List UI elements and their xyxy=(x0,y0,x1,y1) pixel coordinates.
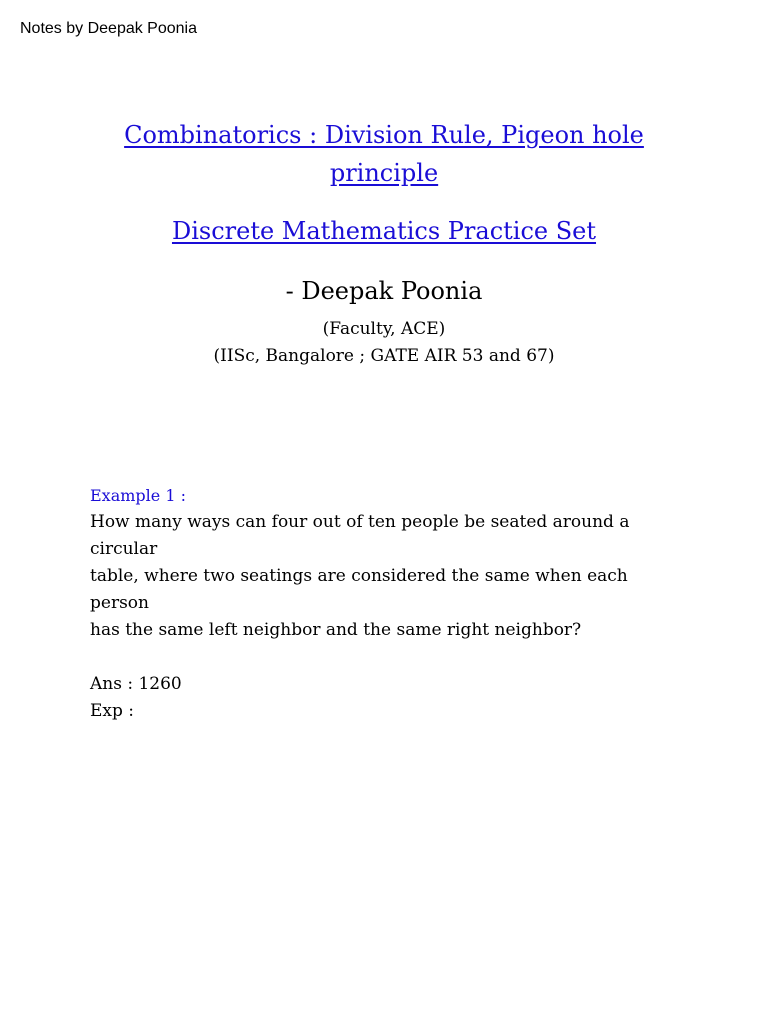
title-block xyxy=(0,116,768,370)
question-text xyxy=(90,509,690,644)
title-link[interactable] xyxy=(104,116,664,192)
header-note: Notes by Deepak Poonia xyxy=(20,20,197,37)
author-affiliation-2: (IISc, Bangalore ; GATE AIR 53 and 67) xyxy=(213,346,555,366)
author-affiliation-1: (Faculty, ACE) xyxy=(322,319,446,339)
question-line: has the same left neighbor and the same right neighbor? xyxy=(90,620,582,640)
title-line-2: principle xyxy=(329,159,439,187)
author-name: - Deepak Poonia xyxy=(285,277,483,305)
title-line-1: Combinatorics : Division Rule, Pigeon hole xyxy=(124,121,644,149)
question-line: table, where two seatings are considered the same when each person xyxy=(90,566,628,613)
example-label: Example 1 : xyxy=(90,486,186,505)
example-section xyxy=(90,482,690,725)
explanation-label: Exp : xyxy=(90,701,135,721)
subtitle-link[interactable]: Discrete Mathematics Practice Set xyxy=(171,217,597,245)
question-line: How many ways can four out of ten people be seated around a circular xyxy=(90,512,630,559)
answer-text: Ans : 1260 xyxy=(90,674,182,694)
